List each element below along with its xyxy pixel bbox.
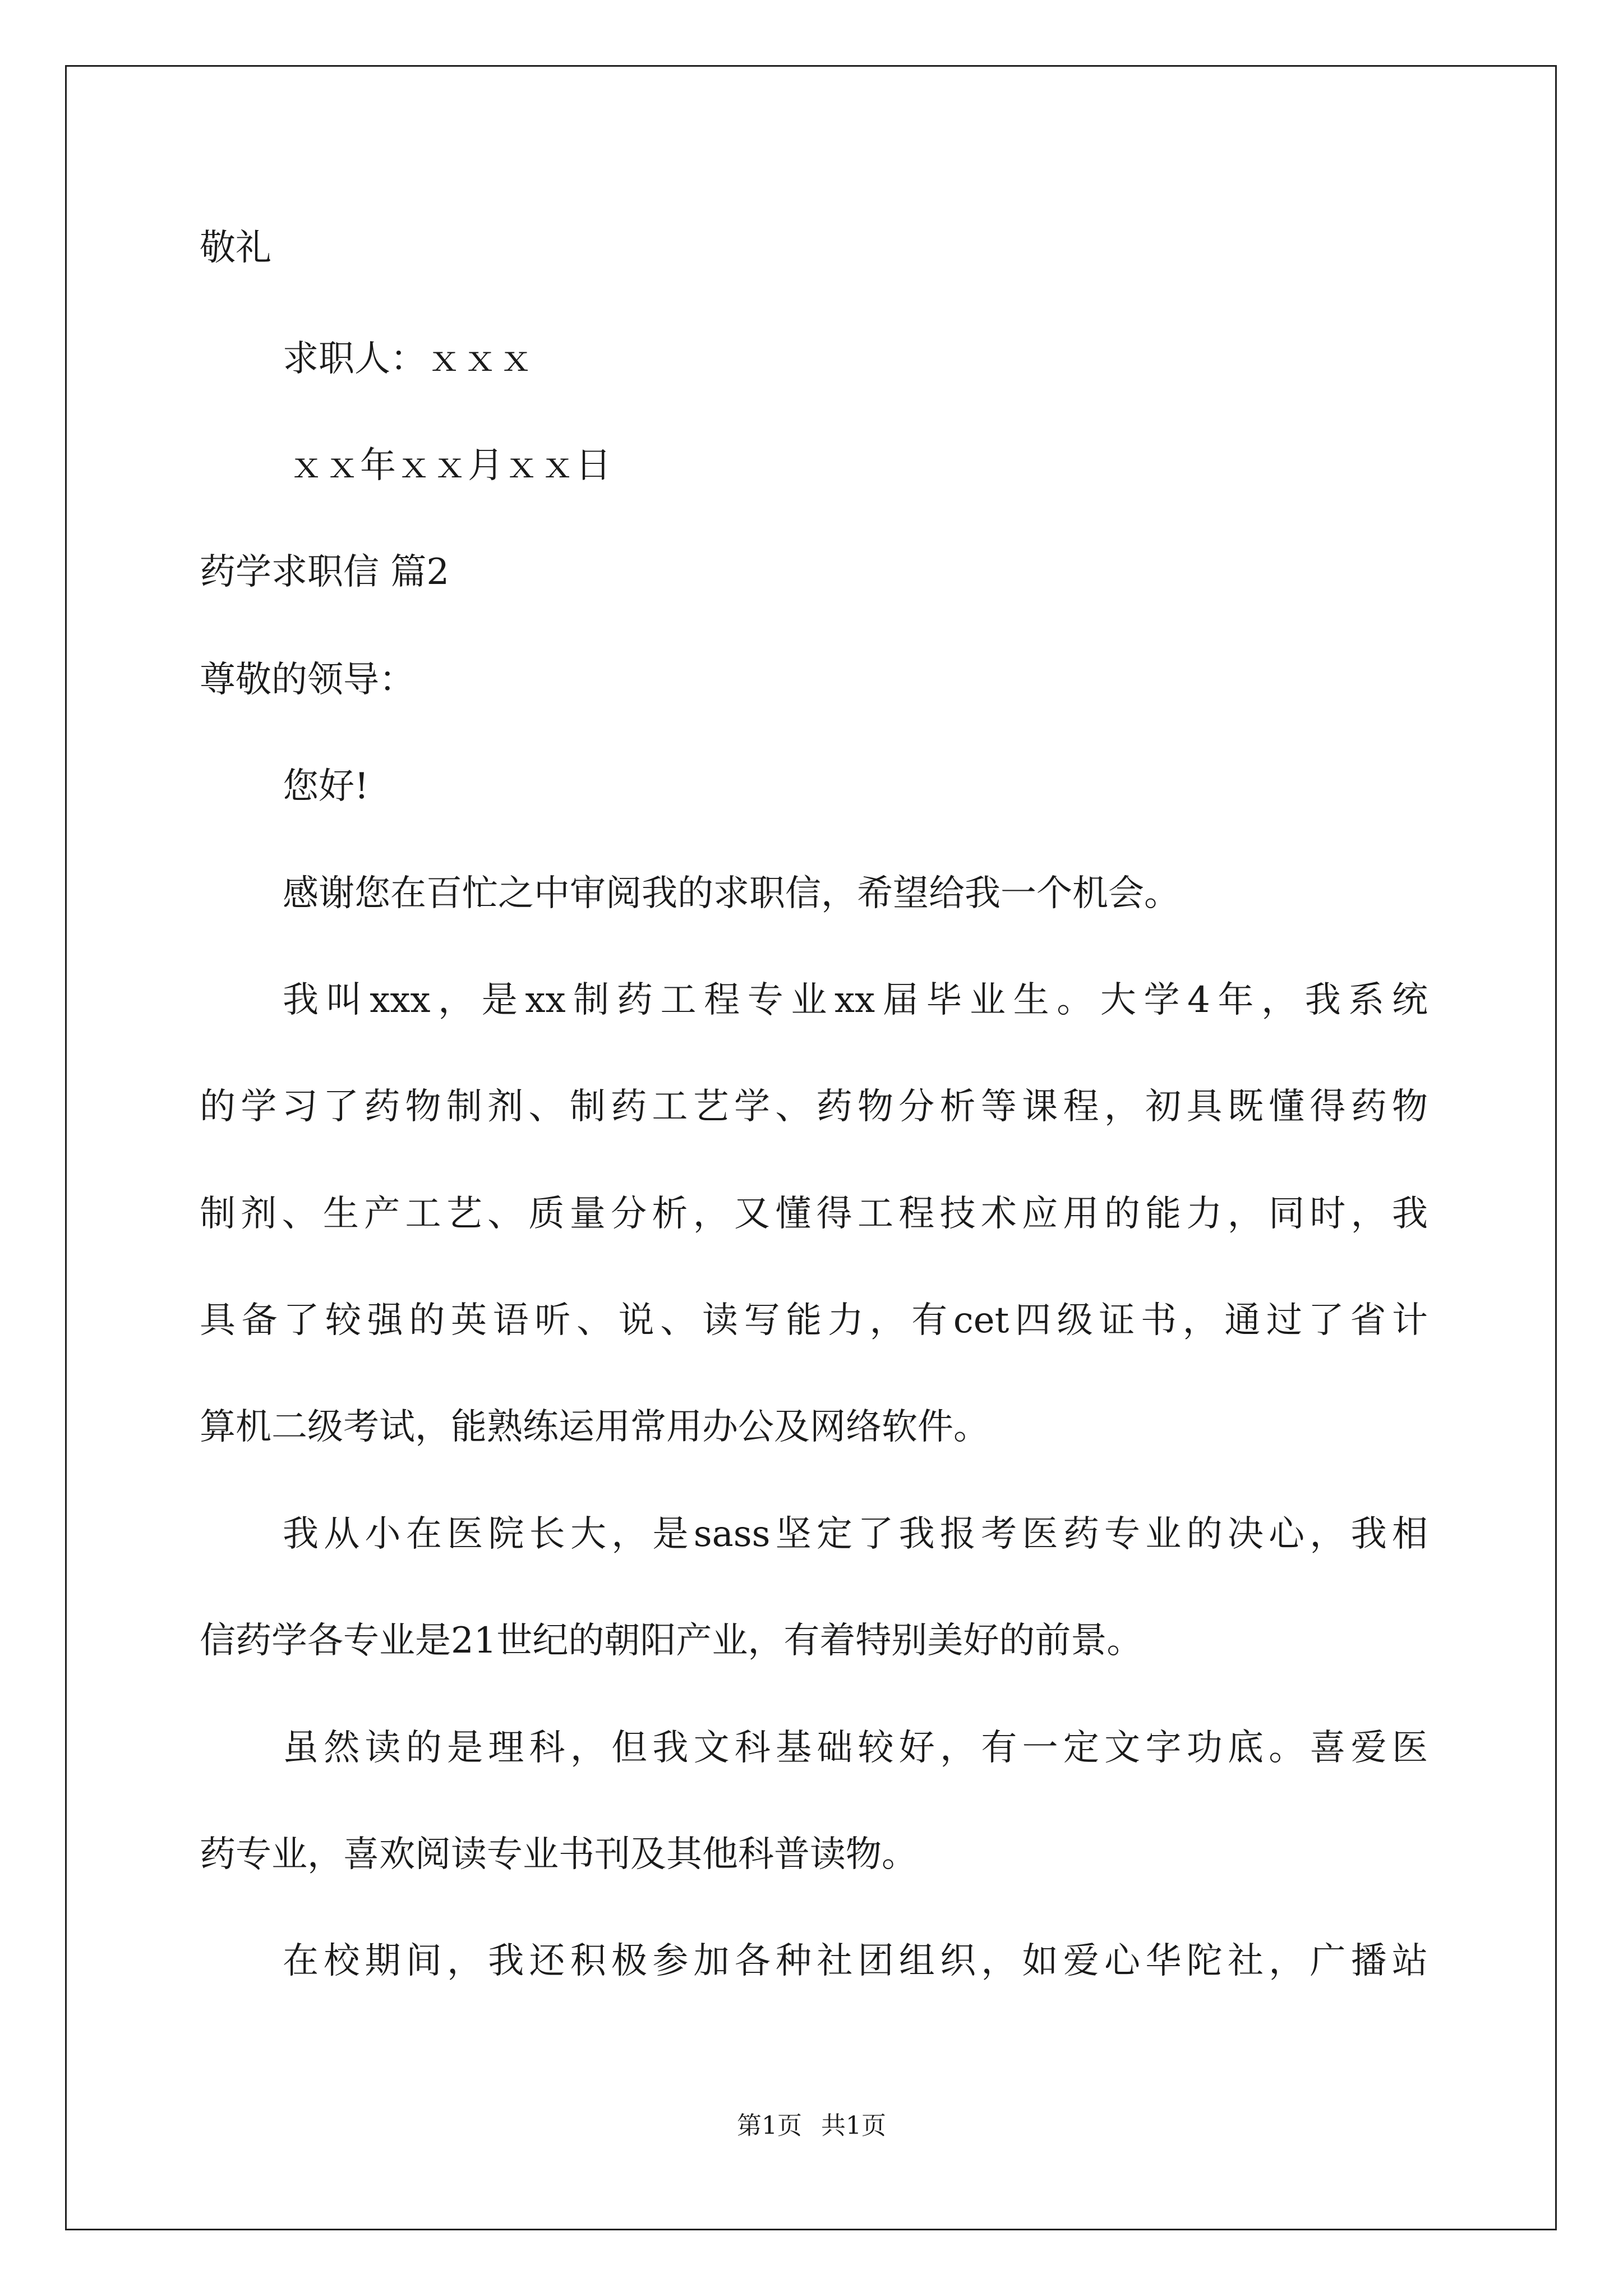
closing-line: 敬礼 [200,227,271,269]
salutation: 尊敬的领导： [200,659,415,701]
page-frame [65,65,1557,2230]
paragraph-line: 感谢您在百忙之中审阅我的求职信，希望给我一个机会。 [283,873,1180,914]
page-footer [0,2110,1623,2142]
applicant-line: 求职人：ｘｘｘ [283,338,534,380]
paragraph-line: 虽然读的是理科，但我文科基础较好，有一定文字功底。喜爱医 [283,1727,1428,1769]
date-line: ｘｘ年ｘｘ月ｘｘ日 [288,445,611,486]
paragraph-line: 算机二级考试，能熟练运用常用办公及网络软件。 [200,1406,989,1448]
paragraph-line: 具备了较强的英语听、说、读写能力，有cet四级证书，通过了省计 [200,1300,1428,1341]
paragraph-line: 我从小在医院长大，是sass坚定了我报考医药专业的决心，我相 [283,1513,1428,1555]
section-heading: 药学求职信 篇2 [200,551,450,593]
paragraph-line: 药专业，喜欢阅读专业书刊及其他科普读物。 [200,1834,917,1875]
page-number: 第1页 [737,2111,802,2140]
paragraph-line: 我叫xxx，是xx制药工程专业xx届毕业生。大学4年，我系统 [283,979,1428,1021]
paragraph-line: 在校期间，我还积极参加各种社团组织，如爱心华陀社，广播站 [283,1940,1428,1982]
paragraph-line: 信药学各专业是21世纪的朝阳产业，有着特别美好的前景。 [200,1620,1143,1662]
paragraph-line: 制剂、生产工艺、质量分析，又懂得工程技术应用的能力，同时，我 [200,1193,1428,1235]
page-total: 共1页 [821,2111,886,2140]
greeting: 您好! [283,766,369,807]
paragraph-line: 的学习了药物制剂、制药工艺学、药物分析等课程，初具既懂得药物 [200,1086,1428,1128]
